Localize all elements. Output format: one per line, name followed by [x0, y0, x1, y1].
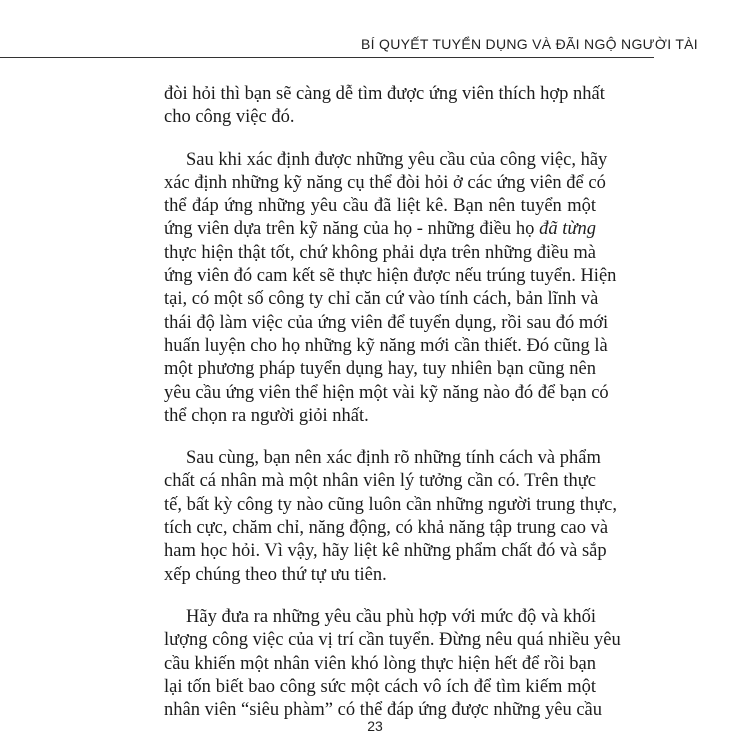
text-segment: ứng viên dựa trên kỹ năng của họ - những điều họ [164, 219, 540, 240]
text-line: thể đáp ứng những yêu cầu đã liệt kê. Bạn nên tuyển một [164, 196, 596, 217]
text-line: yêu cầu ứng viên thể hiện một vài kỹ năng nào đó để bạn có [164, 382, 609, 403]
text-line: thực hiện thật tốt, chứ không phải dựa trên những điều mà [164, 242, 596, 263]
text-line: tích cực, chăm chỉ, năng động, có khả năng tập trung cao và [164, 518, 609, 539]
text-line: xếp chúng theo thứ tự ưu tiên. [164, 564, 387, 585]
text-line: tại, có một số công ty chỉ căn cứ vào tính cách, bản lĩnh và [164, 289, 599, 310]
text-line: cầu khiến một nhân viên khó lòng thực hiện hết để rồi bạn [164, 653, 596, 674]
text-line: ứng viên đó cam kết sẽ thực hiện được nếu trúng tuyển. Hiện [164, 266, 617, 287]
paragraph-3 [164, 447, 617, 587]
text-line: cho công việc đó. [164, 107, 295, 128]
text-line: lượng công việc của vị trí cần tuyển. Đừng nêu quá nhiều yêu [164, 630, 621, 651]
text-line: Hãy đưa ra những yêu cầu phù hợp với mức độ và khối [186, 606, 596, 627]
running-header: BÍ QUYẾT TUYỂN DỤNG VÀ ĐÃI NGỘ NGƯỜI TÀI [360, 36, 698, 52]
text-line: Sau cùng, bạn nên xác định rõ những tính cách và phẩm [186, 448, 601, 469]
text-line: Sau khi xác định được những yêu cầu của công việc, hãy [186, 149, 608, 170]
emphasis-text: đã từng [539, 219, 596, 240]
text-line: thể chọn ra người giỏi nhất. [164, 405, 369, 426]
text-line: lại tốn biết bao công sức một cách vô ích để tìm kiếm một [164, 676, 596, 697]
paragraph-1 [164, 83, 605, 130]
paragraph-4 [164, 606, 621, 722]
text-line-with-emphasis [164, 218, 596, 241]
text-line: đòi hỏi thì bạn sẽ càng dễ tìm được ứng viên thích hợp nhất [164, 84, 605, 104]
text-line: nhân viên “siêu phàm” có thể đáp ứng được những yêu cầu [164, 700, 602, 721]
page-number: 23 [367, 718, 383, 734]
text-line: một phương pháp tuyển dụng hay, tuy nhiên bạn cũng nên [164, 359, 596, 380]
body-text [164, 83, 621, 744]
text-line: xác định những kỹ năng cụ thể đòi hỏi ở các ứng viên để có [164, 172, 606, 193]
text-line: chất cá nhân mà một nhân viên lý tưởng cần có. Trên thực [164, 471, 596, 492]
text-line: tế, bất kỳ công ty nào cũng luôn cần những người trung thực, [164, 494, 617, 515]
text-line: huấn luyện cho họ những kỹ năng mới cần thiết. Đó cũng là [164, 335, 608, 356]
text-line: thái độ làm việc của ứng viên để tuyển dụng, rồi sau đó mới [164, 312, 609, 333]
paragraph-2 [164, 149, 617, 429]
text-line: ham học hỏi. Vì vậy, hãy liệt kê những phẩm chất đó và sắp [164, 541, 607, 562]
header-rule [0, 57, 654, 58]
